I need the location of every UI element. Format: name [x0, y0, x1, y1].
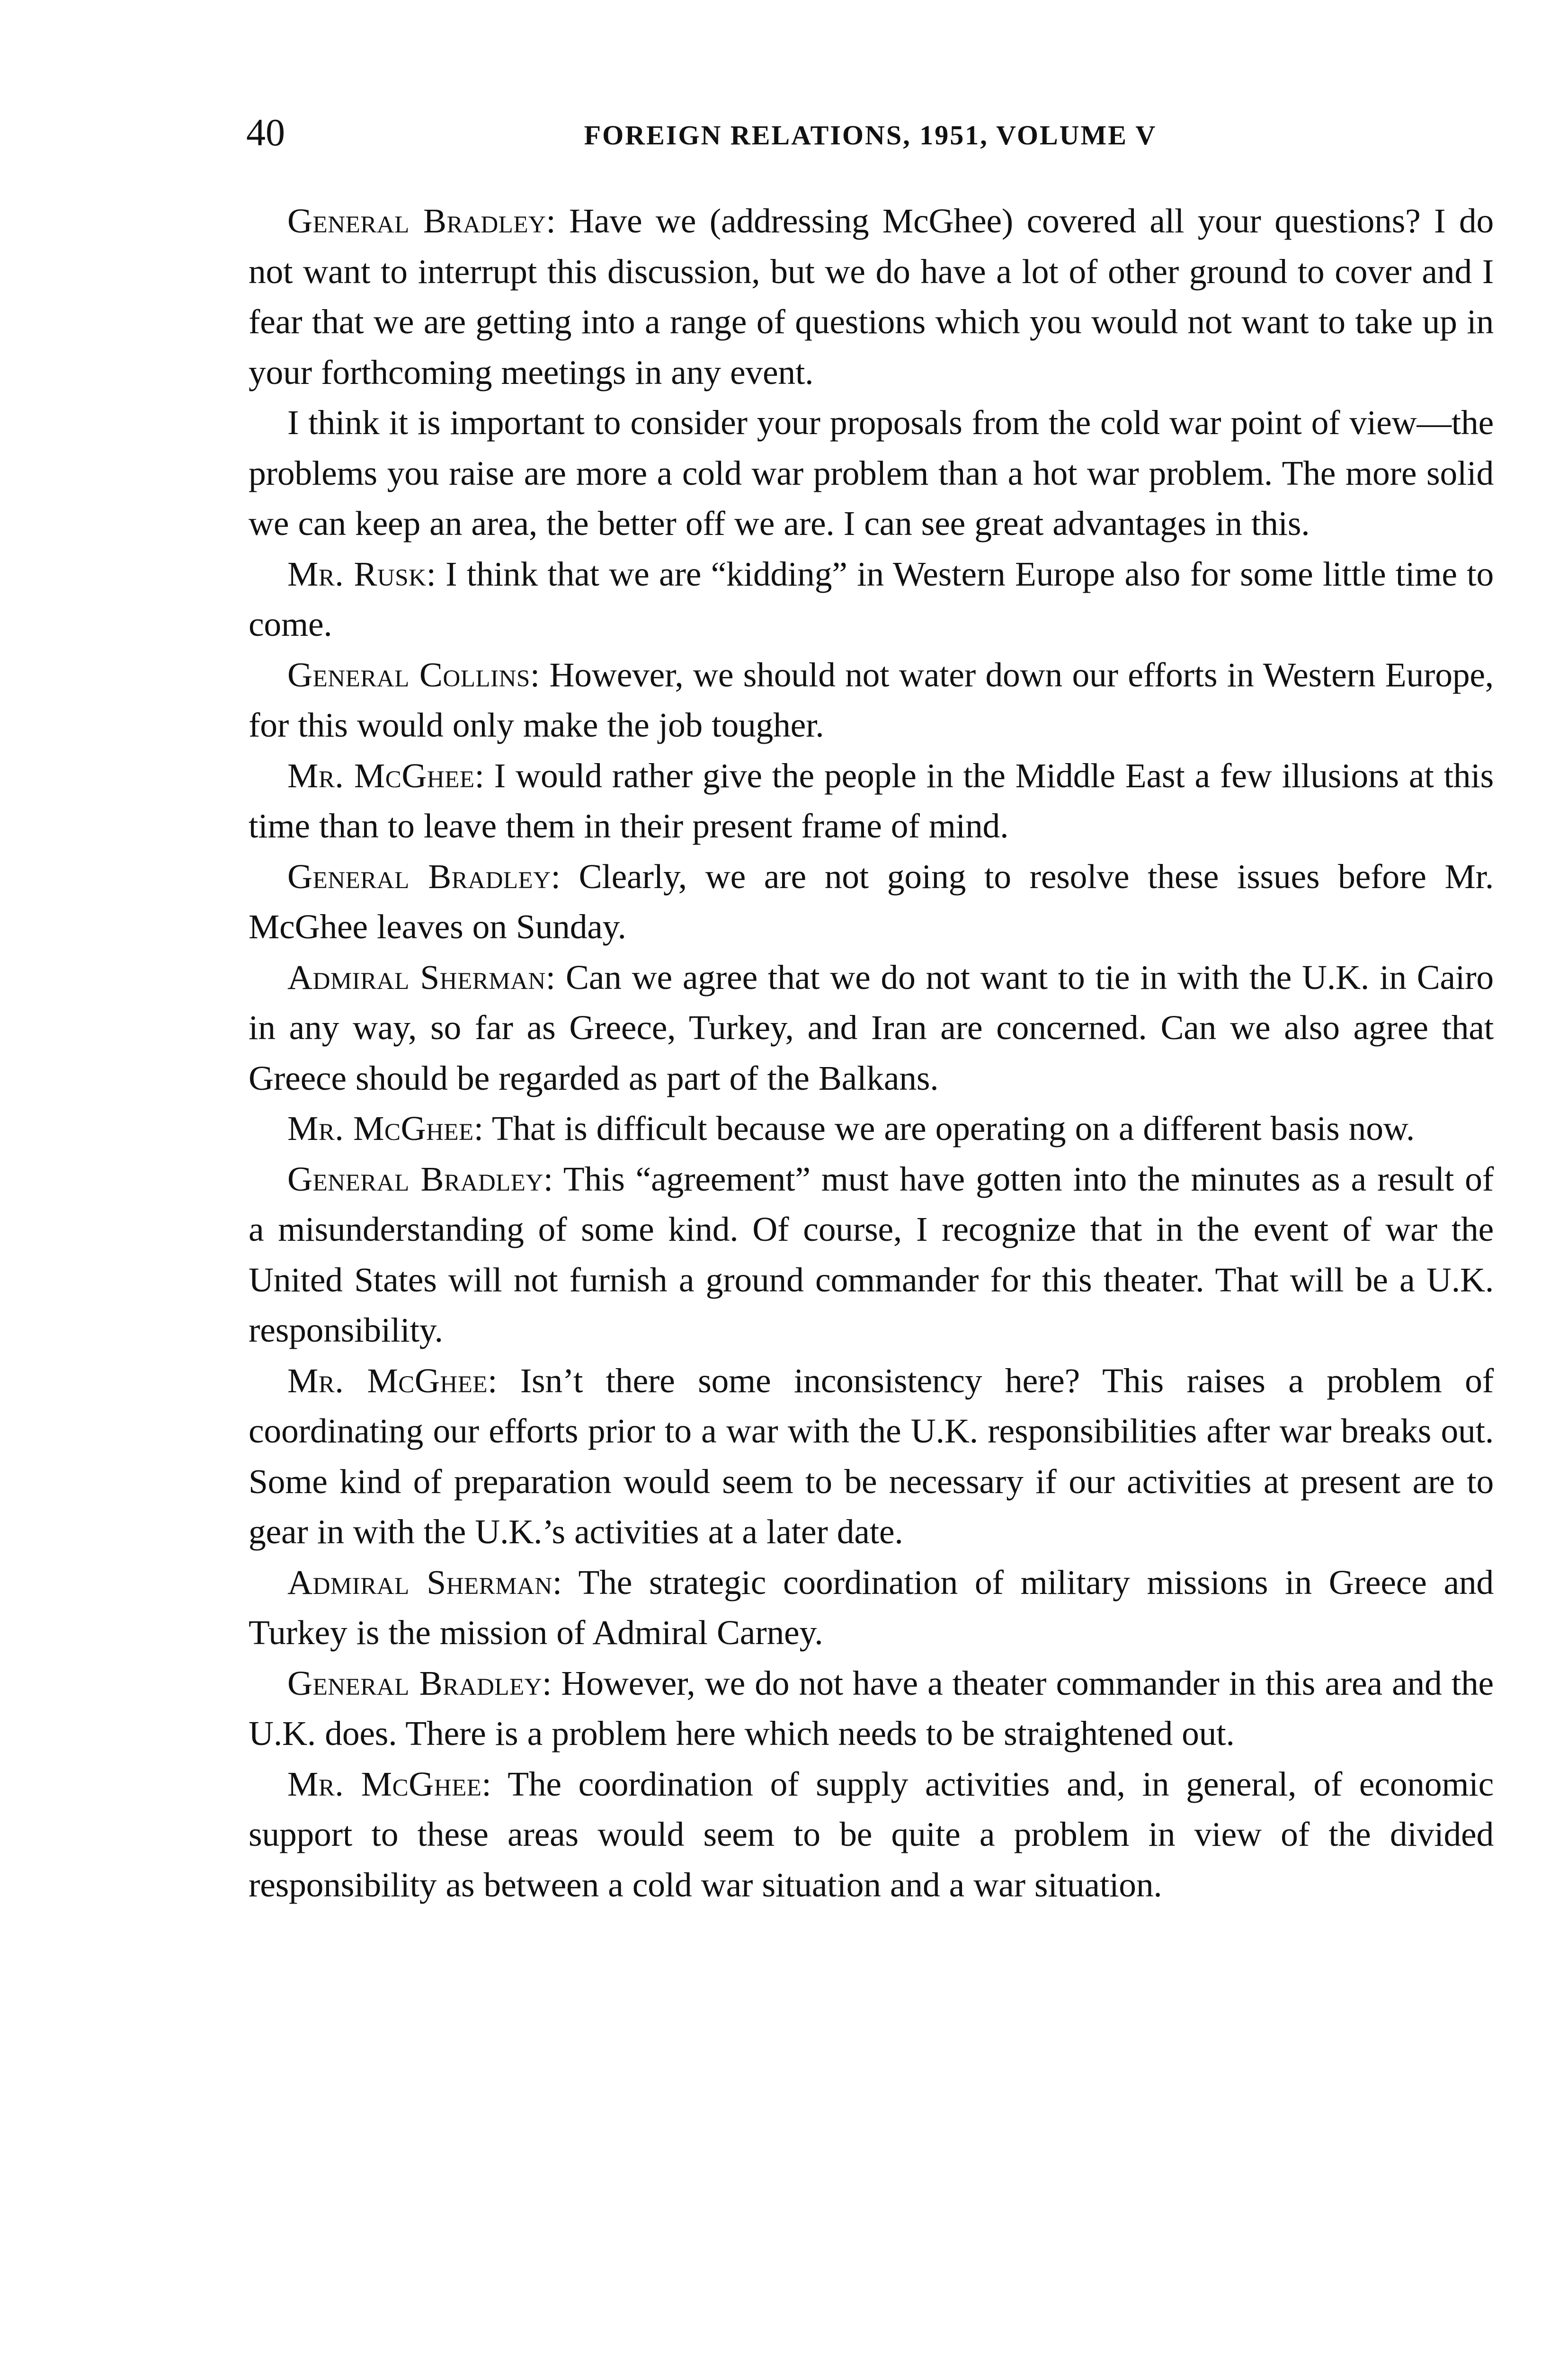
speaker-name: Mr. McGhee — [287, 1764, 482, 1803]
paragraph-8 — [249, 1103, 1494, 1154]
speaker-name: General Bradley — [287, 1159, 543, 1198]
paragraph-text: Have we (addressing McGhee) covered all your questions? I do not want to interrupt this discussion, but we do have a lot of other ground to cover and I fear that we are getting into a range of questions which you would not want to take up in your forthcoming meetings in any event. — [249, 202, 1494, 392]
paragraph-text: Clearly, we are not going to resolve these issues before Mr. McGhee leaves on Sunday. — [249, 857, 1494, 946]
paragraph-9 — [249, 1154, 1494, 1356]
paragraph-text: However, we do not have a theater commander in this area and the U.K. does. There is a problem here which needs to be straightened out. — [249, 1664, 1494, 1753]
paragraph-5 — [249, 751, 1494, 852]
paragraph-text: The strategic coordination of military missions in Greece and Turkey is the mission of Admiral Carney. — [249, 1563, 1494, 1652]
speaker-separator: : — [551, 857, 561, 896]
paragraph-11 — [249, 1557, 1494, 1658]
speaker-name: General Bradley — [287, 202, 546, 240]
paragraph-text: I would rather give the people in the Middle East a few illusions at this time than to leave them in their present frame of mind. — [249, 756, 1494, 845]
speaker-separator: : — [546, 202, 556, 240]
paragraph-text: Can we agree that we do not want to tie in with the U.K. in Cairo in any way, so far as Greece, Turkey, and Iran are concerned. Can we also agree that Greece should be regarded as part of the Balkans. — [249, 958, 1494, 1097]
speaker-separator: : — [488, 1361, 498, 1400]
page-number: 40 — [246, 111, 285, 154]
paragraph-text: I think that we are “kidding” in Western Europe also for some little time to come. — [249, 554, 1494, 643]
speaker-name: Mr. Rusk — [287, 554, 427, 593]
transcript-body — [249, 196, 1494, 1910]
speaker-name: Mr. McGhee — [287, 1109, 474, 1148]
speaker-name: Admiral Sherman — [287, 958, 546, 997]
speaker-name: Admiral Sherman — [287, 1563, 552, 1602]
speaker-separator: : — [530, 655, 540, 694]
paragraph-text: However, we should not water down our efforts in Western Europe, for this would only make the job tougher. — [249, 655, 1494, 744]
speaker-separator: : — [473, 1109, 483, 1148]
paragraph-4 — [249, 650, 1494, 751]
speaker-name: Mr. McGhee — [287, 1361, 488, 1400]
speaker-name: General Bradley — [287, 1664, 542, 1702]
paragraph-13 — [249, 1759, 1494, 1911]
speaker-name: General Bradley — [287, 857, 551, 896]
paragraph-text: The coordination of supply activities and, in general, of economic support to these areas would seem to be quite a problem in view of the divided responsibility as between a cold war situation and a war situation. — [249, 1764, 1494, 1904]
speaker-separator: : — [474, 756, 484, 795]
speaker-separator: : — [543, 1159, 553, 1198]
page-header — [246, 109, 1495, 166]
paragraph-text: Isn’t there some inconsistency here? This raises a problem of coordinating our efforts prior to a war with the U.K. responsibilities after war breaks out. Some kind of preparation would seem to be necessary if our activities at present are to gear in with the U.K.’s activities at a later date. — [249, 1361, 1494, 1551]
paragraph-text: This “agreement” must have gotten into the minutes as a result of a misunderstanding of some kind. Of course, I recognize that in the event of war the United States will not furnish a ground commander for this theater. That will be a U.K. responsibility. — [249, 1159, 1494, 1349]
paragraph-3 — [249, 549, 1494, 650]
running-title: FOREIGN RELATIONS, 1951, VOLUME V — [584, 120, 1157, 151]
speaker-separator: : — [542, 1664, 552, 1702]
speaker-separator: : — [481, 1764, 491, 1803]
speaker-separator: : — [545, 958, 555, 997]
speaker-name: General Collins — [287, 655, 530, 694]
paragraph-7 — [249, 952, 1494, 1104]
paragraph-text: That is difficult because we are operating on a different basis now. — [491, 1109, 1415, 1148]
paragraph-1 — [249, 196, 1494, 398]
speaker-separator: : — [552, 1563, 562, 1602]
paragraph-12 — [249, 1658, 1494, 1759]
paragraph-2 — [249, 398, 1494, 549]
speaker-separator: : — [426, 554, 436, 593]
paragraph-6 — [249, 852, 1494, 952]
speaker-name: Mr. McGhee — [287, 756, 475, 795]
paragraph-10 — [249, 1356, 1494, 1557]
paragraph-text: I think it is important to consider your proposals from the cold war point of view—the problems you raise are more a cold war problem than a hot war problem. The more solid we can keep an area, the better off we are. I can see great advantages in this. — [249, 403, 1494, 543]
